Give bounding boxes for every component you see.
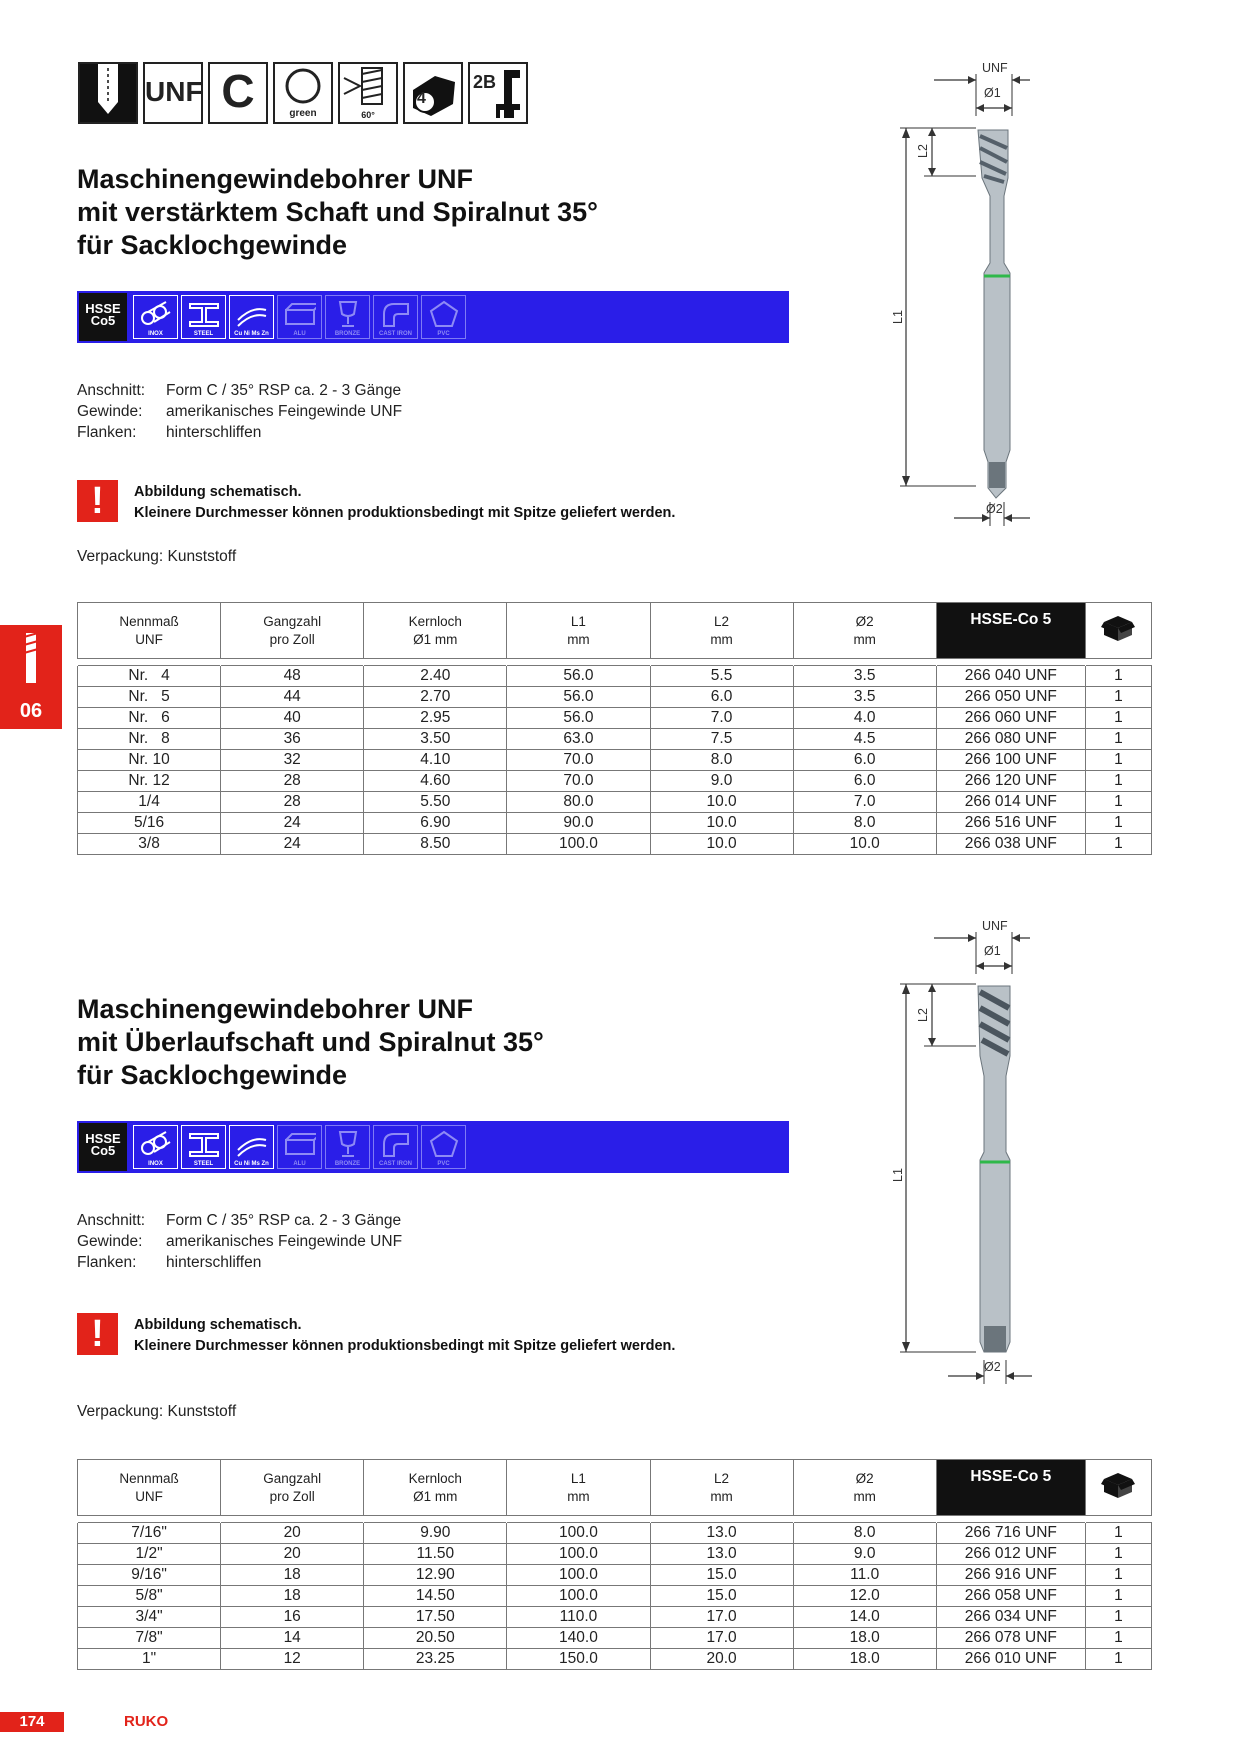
- four-flute-icon: 4: [403, 62, 463, 124]
- material-cu-ni-ms-zn-icon: Cu Ni Ms Zn: [229, 295, 274, 339]
- table-cell: 8.50: [364, 834, 507, 855]
- col-header-article-hsse-co5: HSSE-Co 5: [936, 603, 1085, 659]
- chapter-tab[interactable]: 06: [0, 625, 62, 729]
- table-row: [78, 792, 1152, 813]
- table-cell: 1: [1085, 666, 1151, 687]
- material-inox-icon: INOX: [133, 1125, 178, 1169]
- material-pvc-icon: PVC: [421, 295, 466, 339]
- section-2-specs: Anschnitt: Form C / 35° RSP ca. 2 - 3 Gänge Gewinde: amerikanisches Feingewinde UNF Flanken: hinterschliffen: [77, 1212, 403, 1271]
- table-cell: 1: [1085, 1628, 1151, 1649]
- table-cell: 56.0: [507, 666, 650, 687]
- col-header-package: [1085, 1460, 1151, 1516]
- table-cell: 5/16: [78, 813, 221, 834]
- section-2-warning: ! Abbildung schematisch. Kleinere Durchmesser können produktionsbedingt mit Spitze geliefert werden.: [77, 1313, 675, 1357]
- table-cell: 1: [1085, 1607, 1151, 1628]
- table-cell: 23.25: [364, 1649, 507, 1670]
- table-cell: 18: [221, 1586, 364, 1607]
- table-cell: 14.50: [364, 1586, 507, 1607]
- table-cell: 36: [221, 729, 364, 750]
- table-cell: 9/16": [78, 1565, 221, 1586]
- table-cell: 70.0: [507, 750, 650, 771]
- table-cell: 20.0: [650, 1649, 793, 1670]
- table-cell: Nr. 12: [78, 771, 221, 792]
- table-cell: 3.50: [364, 729, 507, 750]
- table-cell: 28: [221, 771, 364, 792]
- col-header-nominal: Nennmaß UNF: [78, 603, 221, 659]
- table-cell: 70.0: [507, 771, 650, 792]
- table-cell: 10.0: [650, 834, 793, 855]
- hsse-co5-badge: HSSE Co5: [79, 293, 127, 341]
- exclamation-icon: !: [77, 1313, 118, 1355]
- table-cell: 5.5: [650, 666, 793, 687]
- section-1-packaging: Verpackung: Kunststoff: [77, 548, 237, 565]
- table-cell: 3.5: [793, 666, 936, 687]
- table-row: [78, 1586, 1152, 1607]
- table-cell: 20.50: [364, 1628, 507, 1649]
- table-cell: 100.0: [507, 1544, 650, 1565]
- col-header-l1: L1 mm: [507, 1460, 650, 1516]
- form-c-icon: C: [208, 62, 268, 124]
- table-row: [78, 834, 1152, 855]
- exclamation-icon: !: [77, 480, 118, 522]
- table-cell: 18: [221, 1565, 364, 1586]
- package-box-icon: [1101, 1470, 1135, 1500]
- table-cell: Nr. 8: [78, 729, 221, 750]
- table-cell: Nr. 5: [78, 687, 221, 708]
- table-cell: 56.0: [507, 687, 650, 708]
- col-header-article-hsse-co5: HSSE-Co 5: [936, 1460, 1085, 1516]
- table-cell: 10.0: [793, 834, 936, 855]
- table-cell: 16: [221, 1607, 364, 1628]
- table-cell: 1: [1085, 771, 1151, 792]
- table-cell: 10.0: [650, 792, 793, 813]
- table-cell: 44: [221, 687, 364, 708]
- table-cell: 266 040 UNF: [936, 666, 1085, 687]
- table-cell: 8.0: [793, 813, 936, 834]
- table-row: [78, 750, 1152, 771]
- material-cu-ni-ms-zn-icon: Cu Ni Ms Zn: [229, 1125, 274, 1169]
- col-header-l1: L1 mm: [507, 603, 650, 659]
- table-cell: 266 716 UNF: [936, 1523, 1085, 1544]
- table-cell: 14.0: [793, 1607, 936, 1628]
- tap-icon: [0, 629, 62, 699]
- table-cell: 2.40: [364, 666, 507, 687]
- tolerance-2b-icon: 2B: [468, 62, 528, 124]
- blind-hole-icon: [78, 62, 138, 124]
- table-cell: 266 034 UNF: [936, 1607, 1085, 1628]
- material-steel-icon: STEEL: [181, 295, 226, 339]
- tap-drawing-overflow: UNF Ø1 L2 L1 Ø2: [880, 916, 1040, 1386]
- table-cell: 10.0: [650, 813, 793, 834]
- col-header-tpi: Gangzahl pro Zoll: [221, 603, 364, 659]
- section-1-title: Maschinengewindebohrer UNF mit verstärktem Schaft und Spiralnut 35° für Sacklochgewinde: [77, 164, 598, 260]
- material-cast-iron-icon: CAST IRON: [373, 1125, 418, 1169]
- table-row: [78, 687, 1152, 708]
- table-cell: 5.50: [364, 792, 507, 813]
- brand-logo: RUKO: [124, 1713, 169, 1730]
- table-cell: 1/4: [78, 792, 221, 813]
- table-cell: 28: [221, 792, 364, 813]
- table-cell: 17.50: [364, 1607, 507, 1628]
- table-cell: 13.0: [650, 1523, 793, 1544]
- table-cell: 266 058 UNF: [936, 1586, 1085, 1607]
- table-cell: 90.0: [507, 813, 650, 834]
- table-cell: 8.0: [650, 750, 793, 771]
- table-cell: 13.0: [650, 1544, 793, 1565]
- table-cell: 5/8": [78, 1586, 221, 1607]
- table-cell: 1: [1085, 750, 1151, 771]
- table-cell: 48: [221, 666, 364, 687]
- col-header-core-hole: Kernloch Ø1 mm: [364, 1460, 507, 1516]
- section-1-size-table: [77, 602, 1152, 855]
- table-cell: 1: [1085, 729, 1151, 750]
- table-cell: 24: [221, 834, 364, 855]
- table-row: [78, 666, 1152, 687]
- table-cell: 266 012 UNF: [936, 1544, 1085, 1565]
- table-cell: 7.5: [650, 729, 793, 750]
- table-cell: 266 078 UNF: [936, 1628, 1085, 1649]
- table-cell: 14: [221, 1628, 364, 1649]
- table-cell: 150.0: [507, 1649, 650, 1670]
- material-suitability-bar: [77, 291, 789, 343]
- col-header-package: [1085, 603, 1151, 659]
- feature-icon-strip: [78, 62, 528, 124]
- table-cell: 1: [1085, 1649, 1151, 1670]
- table-cell: 17.0: [650, 1628, 793, 1649]
- table-row: [78, 1523, 1152, 1544]
- table-cell: 20: [221, 1523, 364, 1544]
- table-cell: 1: [1085, 792, 1151, 813]
- table-cell: 6.0: [793, 771, 936, 792]
- table-cell: 4.0: [793, 708, 936, 729]
- table-cell: 32: [221, 750, 364, 771]
- table-row: [78, 1565, 1152, 1586]
- table-row: [78, 708, 1152, 729]
- table-cell: 1: [1085, 687, 1151, 708]
- table-cell: 7.0: [650, 708, 793, 729]
- table-cell: 9.0: [793, 1544, 936, 1565]
- table-cell: 11.50: [364, 1544, 507, 1565]
- table-row: [78, 1649, 1152, 1670]
- material-cast-iron-icon: CAST IRON: [373, 295, 418, 339]
- table-cell: 3/8: [78, 834, 221, 855]
- table-cell: 140.0: [507, 1628, 650, 1649]
- table-cell: 12: [221, 1649, 364, 1670]
- table-cell: 266 014 UNF: [936, 792, 1085, 813]
- table-cell: 3.5: [793, 687, 936, 708]
- table-cell: 266 038 UNF: [936, 834, 1085, 855]
- table-cell: 1: [1085, 1565, 1151, 1586]
- table-cell: 266 010 UNF: [936, 1649, 1085, 1670]
- col-header-d2: Ø2 mm: [793, 603, 936, 659]
- table-cell: 1/2": [78, 1544, 221, 1565]
- page-number: 174: [0, 1712, 64, 1732]
- material-pvc-icon: PVC: [421, 1125, 466, 1169]
- table-cell: 4.60: [364, 771, 507, 792]
- table-cell: 2.70: [364, 687, 507, 708]
- table-cell: 266 120 UNF: [936, 771, 1085, 792]
- table-cell: 18.0: [793, 1628, 936, 1649]
- col-header-core-hole: Kernloch Ø1 mm: [364, 603, 507, 659]
- table-cell: Nr. 4: [78, 666, 221, 687]
- table-cell: 2.95: [364, 708, 507, 729]
- table-row: [78, 1607, 1152, 1628]
- table-cell: 56.0: [507, 708, 650, 729]
- table-cell: 63.0: [507, 729, 650, 750]
- table-cell: 40: [221, 708, 364, 729]
- col-header-tpi: Gangzahl pro Zoll: [221, 1460, 364, 1516]
- material-bronze-icon: BRONZE: [325, 1125, 370, 1169]
- table-cell: 6.0: [793, 750, 936, 771]
- table-cell: 8.0: [793, 1523, 936, 1544]
- table-cell: 1: [1085, 834, 1151, 855]
- green-ring-icon: green: [273, 62, 333, 124]
- table-cell: 266 516 UNF: [936, 813, 1085, 834]
- table-cell: 266 100 UNF: [936, 750, 1085, 771]
- table-cell: 110.0: [507, 1607, 650, 1628]
- section-2-packaging: Verpackung: Kunststoff: [77, 1403, 237, 1420]
- table-cell: 266 916 UNF: [936, 1565, 1085, 1586]
- material-inox-icon: INOX: [133, 295, 178, 339]
- col-header-nominal: Nennmaß UNF: [78, 1460, 221, 1516]
- table-cell: 6.90: [364, 813, 507, 834]
- table-cell: 6.0: [650, 687, 793, 708]
- table-cell: 1: [1085, 1586, 1151, 1607]
- material-suitability-bar-2: [77, 1121, 789, 1173]
- table-cell: 11.0: [793, 1565, 936, 1586]
- table-cell: 9.0: [650, 771, 793, 792]
- hsse-co5-badge: HSSE Co5: [79, 1123, 127, 1171]
- table-cell: 266 050 UNF: [936, 687, 1085, 708]
- table-cell: 1": [78, 1649, 221, 1670]
- table-cell: 7/8": [78, 1628, 221, 1649]
- table-cell: 1: [1085, 1544, 1151, 1565]
- section-1-specs: Anschnitt: Form C / 35° RSP ca. 2 - 3 Gänge Gewinde: amerikanisches Feingewinde UNF Flanken: hinterschliffen: [77, 382, 403, 441]
- table-cell: 17.0: [650, 1607, 793, 1628]
- table-cell: 7/16": [78, 1523, 221, 1544]
- material-alu-icon: ALU: [277, 295, 322, 339]
- table-cell: 18.0: [793, 1649, 936, 1670]
- tap-drawing-reinforced: UNF Ø1 L2 L1 Ø2: [880, 58, 1040, 528]
- table-cell: 24: [221, 813, 364, 834]
- material-alu-icon: ALU: [277, 1125, 322, 1169]
- table-cell: 100.0: [507, 1565, 650, 1586]
- table-cell: 80.0: [507, 792, 650, 813]
- table-cell: 12.0: [793, 1586, 936, 1607]
- table-cell: 3/4": [78, 1607, 221, 1628]
- table-cell: 4.10: [364, 750, 507, 771]
- table-cell: 1: [1085, 1523, 1151, 1544]
- table-row: [78, 1628, 1152, 1649]
- unf-standard-icon: UNF: [143, 62, 203, 124]
- table-cell: 1: [1085, 708, 1151, 729]
- table-cell: 15.0: [650, 1565, 793, 1586]
- col-header-d2: Ø2 mm: [793, 1460, 936, 1516]
- section-2-title: Maschinengewindebohrer UNF mit Überlaufschaft und Spiralnut 35° für Sacklochgewinde: [77, 994, 544, 1090]
- table-row: [78, 771, 1152, 792]
- table-cell: 266 080 UNF: [936, 729, 1085, 750]
- table-cell: 1: [1085, 813, 1151, 834]
- table-cell: 12.90: [364, 1565, 507, 1586]
- table-row: [78, 1544, 1152, 1565]
- table-cell: 20: [221, 1544, 364, 1565]
- table-cell: 100.0: [507, 834, 650, 855]
- table-cell: 9.90: [364, 1523, 507, 1544]
- table-cell: 7.0: [793, 792, 936, 813]
- col-header-l2: L2 mm: [650, 1460, 793, 1516]
- table-row: [78, 729, 1152, 750]
- table-cell: Nr. 10: [78, 750, 221, 771]
- table-cell: 4.5: [793, 729, 936, 750]
- section-1-warning: ! Abbildung schematisch. Kleinere Durchmesser können produktionsbedingt mit Spitze geliefert werden.: [77, 480, 675, 524]
- col-header-l2: L2 mm: [650, 603, 793, 659]
- table-cell: 266 060 UNF: [936, 708, 1085, 729]
- package-box-icon: [1101, 613, 1135, 643]
- table-cell: Nr. 6: [78, 708, 221, 729]
- thread-angle-icon: 60°: [338, 62, 398, 124]
- table-cell: 100.0: [507, 1523, 650, 1544]
- table-cell: 15.0: [650, 1586, 793, 1607]
- section-2-size-table: [77, 1459, 1152, 1670]
- material-bronze-icon: BRONZE: [325, 295, 370, 339]
- table-row: [78, 813, 1152, 834]
- table-cell: 100.0: [507, 1586, 650, 1607]
- material-steel-icon: STEEL: [181, 1125, 226, 1169]
